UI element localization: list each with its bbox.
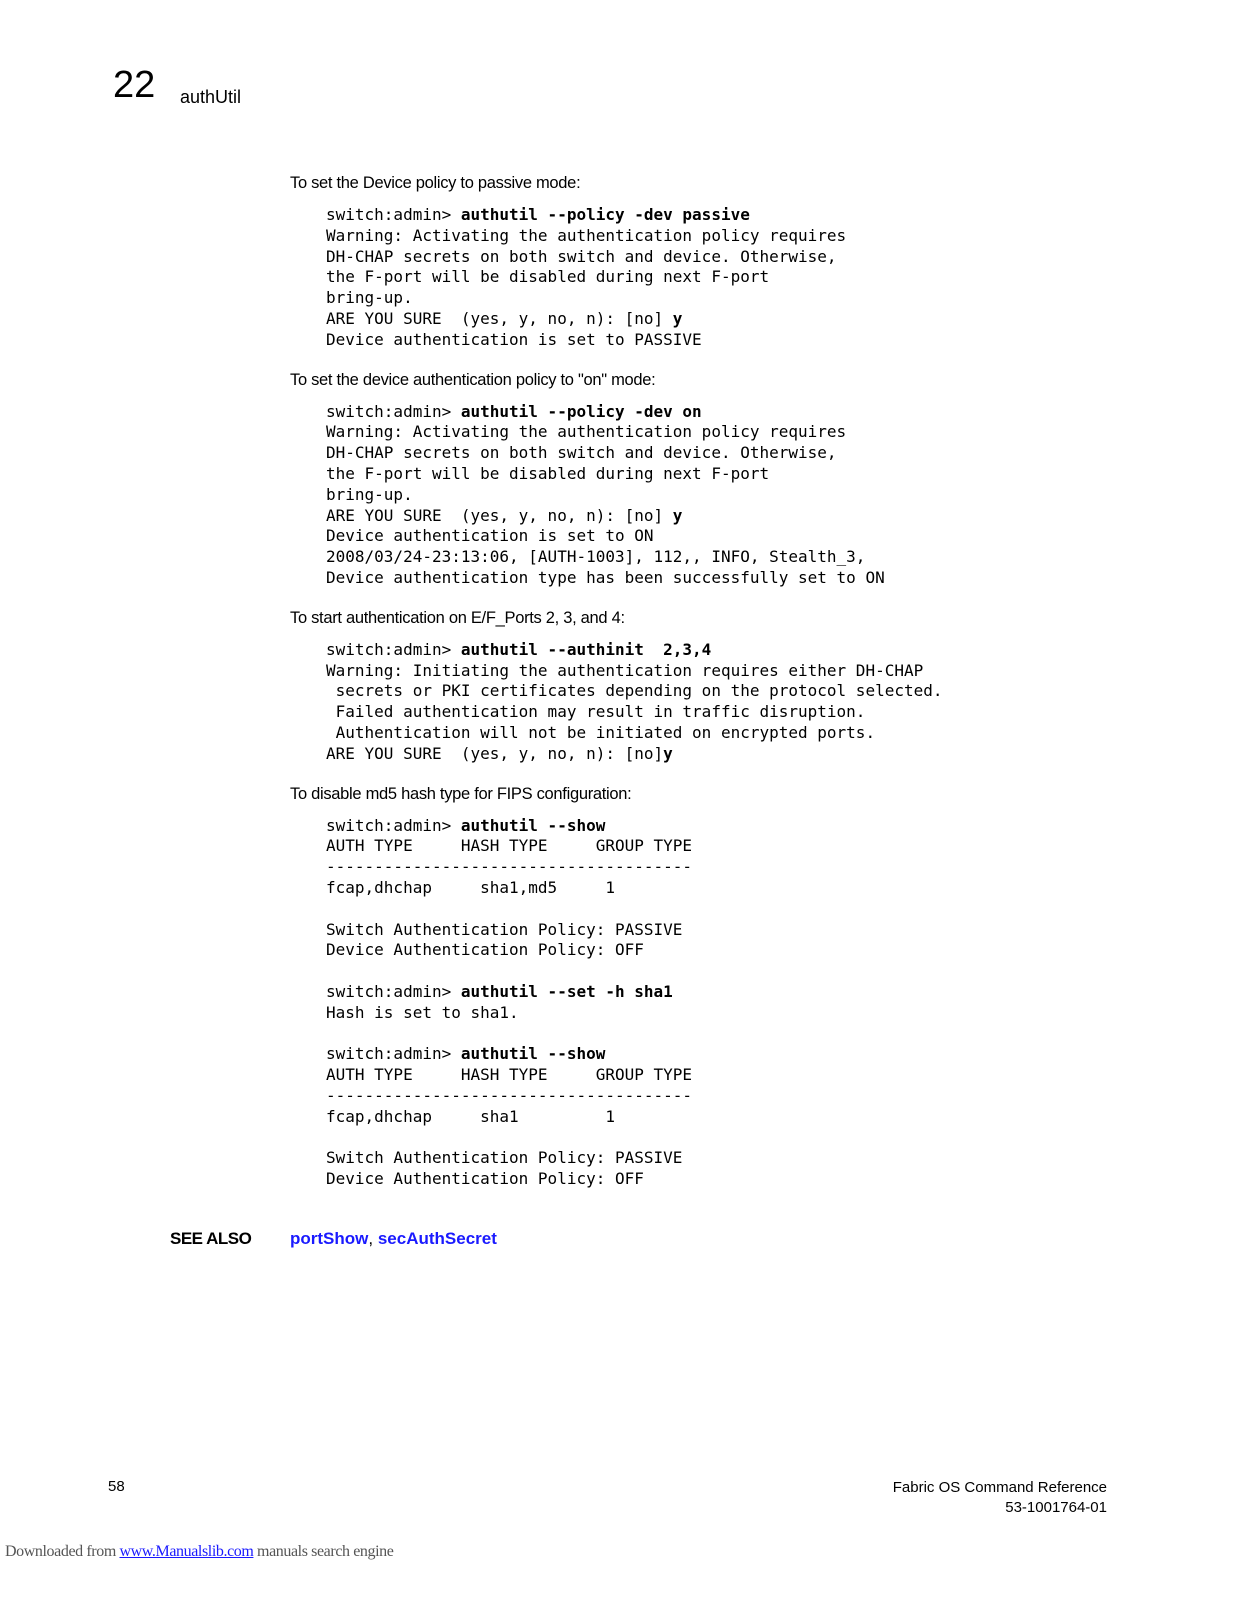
code-block [326,205,1190,351]
command: authutil --show [460,815,606,835]
answer: y [663,743,673,763]
command-output: Warning: Activating the authentication policy requires DH-CHAP secrets on both switch and device. Otherwise, the F-port will be disabled during next F-port bring-up. ARE YOU SURE (yes, y, no, n): [no] [326,422,847,525]
example-intro: To start authentication on E/F_Ports 2, 3, and 4: [290,608,625,627]
chapter-title: authUtil [180,87,242,107]
command-output: Device authentication is set to ON 2008/03/24-23:13:06, [AUTH-1003], 112,, INFO, Stealth_3, Device authentication type has been successfully set to ON [326,526,885,587]
prompt: switch:admin> [326,981,461,1001]
link-separator: , [368,1229,378,1248]
command: authutil --set -h sha1 [460,981,673,1001]
command-output: Warning: Activating the authentication policy requires DH-CHAP secrets on both switch and device. Otherwise, the F-port will be disabled during next F-port bring-up. ARE YOU SURE (yes, y, no, n): [no] [326,225,847,328]
download-suffix: manuals search engine [253,1543,394,1560]
prompt: switch:admin> [326,639,461,659]
code-block [326,402,1190,589]
download-prefix: Downloaded from [5,1543,120,1560]
command: authutil --policy -dev on [460,401,702,421]
code-block [326,816,1190,1190]
document-number: 53-1001764-01 [1005,1499,1107,1516]
example-intro: To set the Device policy to passive mode: [290,174,581,192]
command: authutil --policy -dev passive [460,205,750,224]
command-output: AUTH TYPE HASH TYPE GROUP TYPE -------------------------------------- fcap,dhchap sha1 1 Switch Authentication Policy: PASSIVE Device Authentication Policy: OFF [326,1065,693,1189]
answer: y [672,308,683,328]
command: authutil --show [460,1044,606,1064]
see-also-label: SEE ALSO [170,1229,252,1248]
download-banner [5,1543,393,1561]
command-output: Hash is set to sha1. [326,1002,519,1022]
example-intro: To set the device authentication policy to "on" mode: [290,370,656,389]
command-output: Warning: Initiating the authentication requires either DH-CHAP secrets or PKI certificates depending on the protocol selected. Failed authentication may result in traffic disruption. Authentication will not be initiated on encrypted ports. ARE YOU SURE (yes, y, no, n): [no] [326,660,943,763]
prompt: switch:admin> [326,815,461,835]
command-output: AUTH TYPE HASH TYPE GROUP TYPE -------------------------------------- fcap,dhchap sha1,md5 1 Switch Authentication Policy: PASSIVE Device Authentication Policy: OFF [326,836,693,960]
document-title: Fabric OS Command Reference [892,1479,1107,1496]
example-intro: To disable md5 hash type for FIPS configuration: [290,784,632,803]
answer: y [672,505,683,525]
command: authutil --authinit 2,3,4 [460,639,712,659]
code-block [326,640,1190,765]
prompt: switch:admin> [326,401,461,421]
document-info [893,1478,1107,1518]
page-number: 58 [108,1478,125,1495]
prompt: switch:admin> [326,1044,461,1064]
manualslib-link[interactable]: www.Manualslib.com [119,1543,254,1560]
link-secauthsecret[interactable]: secAuthSecret [377,1229,497,1248]
command-output: Device authentication is set to PASSIVE [326,329,702,349]
examples-section [290,174,1190,1210]
prompt: switch:admin> [326,205,461,224]
chapter-number: 22 [113,64,156,106]
see-also-links [290,1229,497,1249]
link-portshow[interactable]: portShow [290,1229,369,1248]
